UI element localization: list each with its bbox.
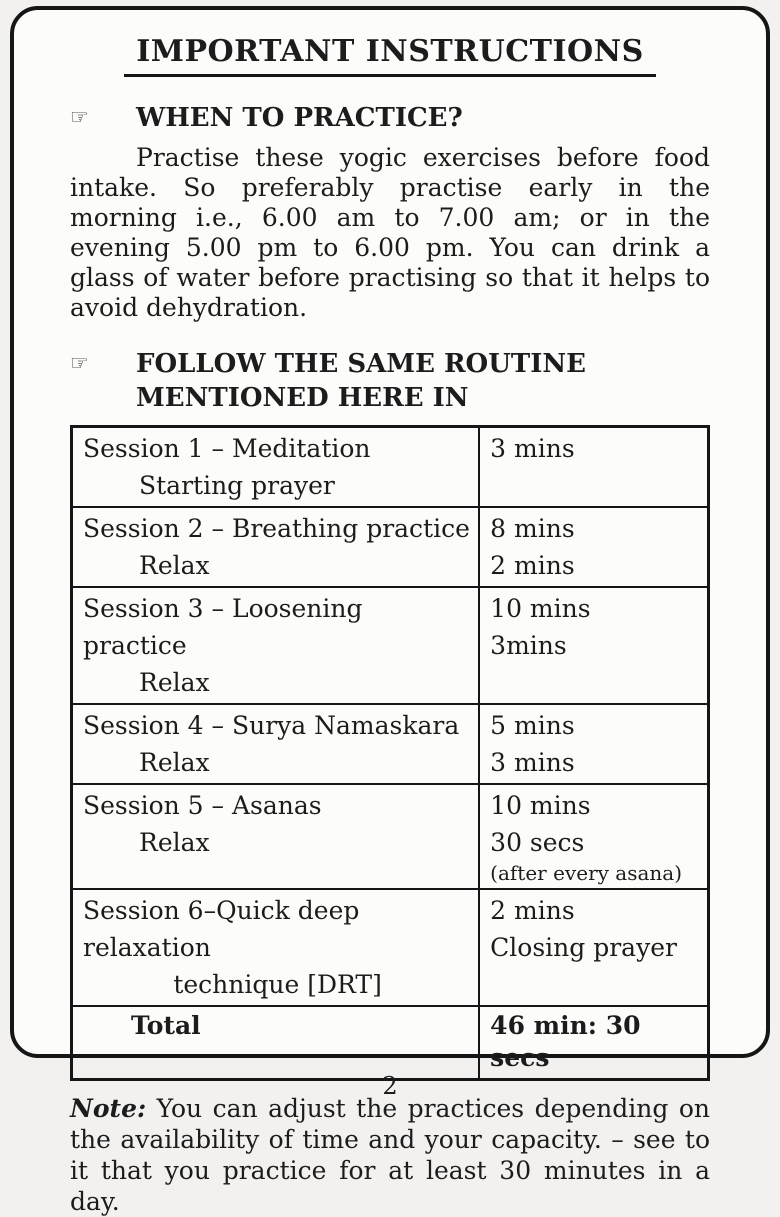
total-value: 46 min: 30 secs [490, 1011, 641, 1072]
session-activity: Session 1 – Meditation [83, 434, 371, 463]
duration-secondary: 30 secs [490, 828, 585, 857]
activity-cell [72, 587, 480, 704]
duration-cell [479, 704, 708, 784]
section-routine-heading: FOLLOW THE SAME ROUTINE MENTIONED HERE IN [136, 349, 586, 413]
session-sub-activity: Relax [139, 748, 210, 777]
activity-cell [72, 889, 480, 1006]
table-row [72, 784, 709, 889]
session-activity: Session 5 – Asanas [83, 791, 322, 820]
pointing-hand-icon: ☞ [70, 351, 89, 375]
duration-primary: 10 mins [490, 594, 591, 623]
duration-secondary: Closing prayer [490, 933, 677, 962]
page-title: IMPORTANT INSTRUCTIONS [124, 34, 655, 77]
session-sub-activity: Relax [139, 551, 210, 580]
note-paragraph [70, 1093, 710, 1217]
session-sub-activity: technique [DRT] [173, 970, 382, 999]
activity-cell [72, 784, 480, 889]
duration-primary: 10 mins [490, 791, 591, 820]
table-total-row [72, 1006, 709, 1080]
title-container [70, 34, 710, 77]
duration-cell [479, 784, 708, 889]
section-when-heading: WHEN TO PRACTICE? [136, 103, 463, 133]
duration-primary: 2 mins [490, 896, 575, 925]
session-sub-activity: Relax [139, 668, 210, 697]
session-activity: Session 2 – Breathing practice [83, 514, 470, 543]
section-routine-header [70, 347, 710, 415]
note-body: You can adjust the practices depending on the availability of time and your capacity. – see to it that you practice for at least 30 minutes in a day. [70, 1094, 710, 1216]
schedule-table [70, 425, 710, 1081]
duration-primary: 3 mins [490, 434, 575, 463]
duration-cell [479, 587, 708, 704]
table-row [72, 587, 709, 704]
duration-secondary: 3 mins [490, 748, 575, 777]
session-activity: Session 4 – Surya Namaskara [83, 711, 460, 740]
activity-cell [72, 704, 480, 784]
total-value-cell [479, 1006, 708, 1080]
duration-cell [479, 889, 708, 1006]
activity-cell [72, 427, 480, 508]
section-when-body: Practise these yogic exercises before food intake. So preferably practise early in the morning i.e., 6.00 am to 7.00 am; or in the evening 5.00 pm to 6.00 pm. You can drink a glass of water before practising so that it helps to avoid dehydration. [70, 143, 710, 322]
session-activity: Session 6–Quick deep relaxation [83, 896, 360, 962]
session-activity: Session 3 – Loosening practice [83, 594, 363, 660]
duration-primary: 5 mins [490, 711, 575, 740]
activity-cell [72, 507, 480, 587]
section-when-header [70, 101, 710, 135]
pointing-hand-icon: ☞ [70, 105, 89, 129]
note-label: Note: [70, 1094, 147, 1123]
table-row [72, 427, 709, 508]
table-row [72, 889, 709, 1006]
duration-secondary: 3mins [490, 631, 567, 660]
table-row [72, 704, 709, 784]
duration-cell [479, 507, 708, 587]
duration-secondary: 2 mins [490, 551, 575, 580]
duration-footnote: (after every asana) [490, 861, 682, 885]
duration-cell [479, 427, 708, 508]
duration-primary: 8 mins [490, 514, 575, 543]
page-frame [10, 6, 770, 1216]
page-number: 2 [382, 1072, 398, 1100]
total-label-cell [72, 1006, 480, 1080]
session-sub-activity: Relax [139, 828, 210, 857]
table-row [72, 507, 709, 587]
session-sub-activity: Starting prayer [139, 471, 335, 500]
total-label: Total [131, 1011, 201, 1040]
